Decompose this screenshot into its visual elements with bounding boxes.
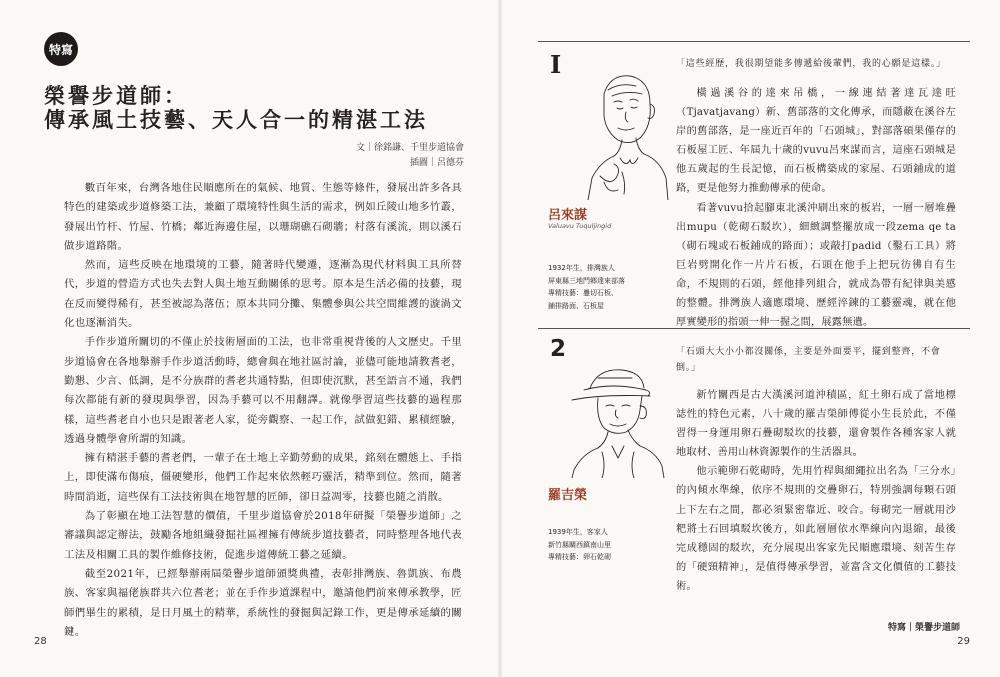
illustrator-credit: 插圖｜呂德芬: [409, 158, 464, 168]
page-number-left: 28: [34, 636, 47, 647]
bio-line: 專精技藝：疊切石板、: [548, 289, 618, 297]
bio-line: 屏東縣三地門鄉達來部落: [548, 276, 625, 285]
body-paragraph: 橫過溪谷的達來吊橋，一線連結著達瓦達旺（Tjavatjavang）新、舊部落的文化傳承，而隱蔽在溪谷左岸的舊部落，是一座近百年的「石頭城」，對部落碩果僅存的石板屋工匠、年屆九十歲的vuvu呂來謀而言，這座石頭城是他五歲起的生長記憶，而石板構築成的家屋、石頭鋪成的道路，更是他努力推動傳承的使命。: [676, 88, 956, 195]
author-credit: 文｜徐銘謙、千里步道協會: [355, 143, 464, 153]
body-paragraph: 手作步道所關切的不僅止於技術層面的工法，也非常重視背後的人文歷史。千里步道協會在各地舉辦手作步道活動時，總會與在地社區討論，並儘可能地請教耆老，勤懇、少言、低調，是不分族群的耆老共通特點，但即使沉默，甚至語言不通，我們每次都能有新的發現與學習，因為手藝可以不用翻譯。就像學習這些技藝的過程那樣，這些耆老自小也只是跟著老人家，從旁觀察、一起工作，試做犯錯、累積經驗，透過身體學會所謂的知識。: [64, 336, 462, 445]
bio-line: 新竹縣關西鎮南山里: [548, 540, 611, 549]
elder-quote: 「石頭大大小小都沒關係，主要是外面要平，擺到整齊，不會倒。」: [676, 347, 941, 373]
body-paragraph: 新竹關西是古大漢溪河道沖積區，紅土卵石成了當地標誌性的特色元素，八十歲的羅吉榮師傅從小生長於此，不僅習得一身運用卵石疊砌駁坎的技藝，還會製作各種客家人就地取材、善用山林資源製作的生活器具。: [676, 390, 956, 459]
article-body: [64, 179, 462, 642]
section-numeral: 2: [550, 336, 567, 362]
elder-bio: [548, 262, 658, 312]
body-paragraph: 截至2021年，已經舉辦兩屆榮譽步道師頒獎典禮，表彰排灣族、魯凱族、布農族、客家與福佬族群共六位耆老；並在手作步道課程中，邀請他們前來傳承教學，匠師們畢生的累積，是日月風土的精華，系統性的發掘與記錄工作，更是傳承延續的關鍵。: [64, 567, 462, 638]
elder-bio: [548, 526, 658, 564]
section-numeral: I: [550, 50, 562, 79]
feature-badge: 特寫: [44, 32, 78, 66]
section-body: [676, 84, 956, 332]
body-paragraph: 數百年來，台灣各地住民順應所在的氣候、地質、生態等條件，發展出許多各具特色的建築或步道修築工法，兼顧了環境特性與生活的需求，例如丘陵山地多竹叢，發展出竹杆、竹屋、竹橋；鄰近海邊住屋，以珊瑚礁石砌牆；村落有溪流，則以溪石做步道路階。: [64, 182, 462, 252]
body-paragraph: 然而，這些反映在地環境的工藝，隨著時代變遷，逐漸為現代材料與工具所替代，步道的營造方式也失去對人與土地互動關係的思考。原本是生活必備的技藝，現在反而變得稀有，甚至被認為落伍；原本共同分攤、集體參與公共空間維護的漩渦文化也逐漸消失。: [64, 259, 462, 330]
body-paragraph: 為了彰顯在地工法智慧的價值，千里步道協會於2018年研擬「榮譽步道師」之審議與認定辦法，鼓勵各地組織發掘社區裡擁有傳統步道技藝者，同時整理各地代表工法及相關工具的製作維修技術，促進步道傳統工藝之延續。: [64, 510, 462, 561]
body-paragraph: 看著vuvu拾起腳東北溪沖刷出來的板岩，一層一層堆疊出mupu（乾砌石駁坎），細緻調整擺放成一段zema qe ta（砌石塊或石板鋪成的路面）；或敲打padid（鑿石工具）將巨岩劈開化作一片片石板，石頭在他手上把玩彷彿自有生命，不規則的石頭，經他排列組合，就成為帶有紀律與美感的整體。排灣族人適應環境、歷經淬鍊的工藝靈魂，就在他厚實變形的指頭一伸一握之間，展露無遺。: [676, 202, 956, 329]
elder-quote: 「這些經歷，我很期望能多傳遞給後輩們，我的心願是這樣。」: [676, 59, 946, 69]
running-head: 特寫｜榮譽步道師: [887, 623, 960, 633]
bio-line: 專精技藝：卵石乾砌: [548, 553, 611, 561]
section-divider: [538, 41, 970, 42]
page-number-right: 29: [957, 636, 970, 647]
article-title-line2: 傳承風土技藝、天人合一的精湛工法: [44, 107, 428, 132]
article-title-line1: 榮譽步道師：: [44, 83, 188, 108]
elder-indigenous-name: Valuavu Tuquljingid: [548, 222, 612, 230]
elder-name: 羅吉榮: [548, 488, 588, 503]
body-paragraph: 他示範卵石乾砌時，先用竹桿與細繩拉出名為「三分水」的內傾水準線，依序不規則的交疊卵石，特別強調每顆石頭上下左右之間，都必須緊密靠近、咬合。每砌完一層就用沙粑將土石回填駁坎後方，如此層層依水準線向內退縮，最後完成穩固的駁坎，充分展現出客家先民順應環境、刻苦生存的「硬頸精神」，是值得傳承學習，並富含文化價值的工藝技術。: [676, 466, 956, 592]
bio-line: 1932年生，排灣族人: [548, 264, 615, 272]
elder-name: 呂來謀: [548, 208, 588, 223]
elder-portrait-illustration: [562, 366, 668, 478]
elder-portrait-illustration: [570, 68, 670, 200]
body-paragraph: 擁有精湛手藝的耆老們，一輩子在土地上辛勤勞動的成果，銘刻在體態上、手指上，即使滿布傷痕，僵硬變形，他們工作起來依然輕巧靈活，精準到位。然而，隨著時間消逝，這些保有工法技術與在地智慧的匠師，卻日益凋零，技藝也隨之消散。: [64, 452, 462, 503]
right-page: [500, 0, 1000, 677]
bio-line: 鋪排路面、石板屋: [548, 301, 604, 310]
bio-line: 1939年生，客家人: [548, 528, 608, 536]
section-divider: [538, 328, 970, 329]
section-body: [676, 386, 956, 596]
